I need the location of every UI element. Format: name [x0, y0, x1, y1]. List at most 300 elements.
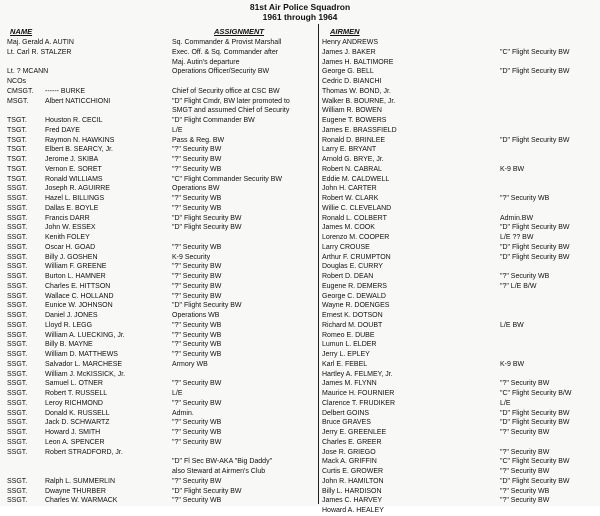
row-rank: SSGT.	[7, 185, 28, 193]
table-row	[322, 350, 598, 360]
row-name: Arnold G. BRYE, Jr.	[322, 156, 384, 163]
row-name: Lloyd R. LEGG	[45, 321, 93, 329]
row-name: Richard M. DOUBT	[322, 321, 383, 329]
row-assignment: "D" Flight Security BW	[500, 243, 570, 251]
table-row	[322, 175, 598, 185]
row-name: George G. BELL	[322, 68, 374, 76]
row-assignment: K-9 Security	[172, 253, 211, 261]
row-rank: TSGT.	[7, 126, 27, 134]
row-name: Raymon N. HAWKINS	[45, 136, 115, 144]
row-name: Charles E. HITTSON	[45, 282, 111, 290]
row-name: Kenith FOLEY	[45, 234, 90, 241]
row-name: Maurice H. FOURNIER	[322, 390, 395, 397]
row-name: ------ BURKE	[45, 87, 86, 95]
row-name: George C. DEWALD	[322, 292, 386, 300]
row-assignment: Armory WB	[172, 360, 208, 368]
row-assignment: "?" Security BW	[172, 146, 222, 154]
row-name: William D. MATTHEWS	[45, 351, 118, 358]
row-rank: SSGT.	[7, 302, 28, 310]
row-assignment: Pass & Reg. BW	[172, 136, 225, 144]
table-row	[322, 204, 598, 214]
row-assignment: "?" Security WB	[172, 341, 222, 349]
table-row	[322, 409, 598, 419]
table-row	[322, 184, 598, 194]
row-assignment: "C" Flight Security BW	[500, 48, 570, 56]
row-name: John R. HAMILTON	[322, 477, 384, 485]
table-row	[7, 301, 317, 311]
header-name: NAME	[10, 27, 33, 36]
row-name: Albert NATICCHIONI	[45, 97, 111, 105]
row-assignment: "D" Flight Commander BW	[172, 117, 255, 124]
row-name: Ronald D. BRINLEE	[322, 136, 386, 144]
row-assignment: "?" Security BW	[172, 380, 222, 388]
table-row	[322, 292, 598, 302]
row-name: James H. BALTIMORE	[322, 58, 394, 66]
table-row	[7, 253, 317, 263]
row-rank: CMSGT.	[7, 87, 34, 95]
row-assignment: L/E	[172, 126, 183, 134]
table-row	[322, 116, 598, 126]
row-assignment: Operations BW	[172, 185, 220, 193]
document-title: 81st Air Police Squadron	[249, 2, 351, 12]
row-name: Wallace C. HOLLAND	[45, 292, 114, 300]
row-name: Douglas E. CURRY	[322, 263, 383, 271]
row-name: Delbert GOINS	[322, 409, 370, 417]
table-row	[322, 145, 598, 155]
table-row	[7, 418, 317, 428]
row-rank: SSGT.	[7, 263, 28, 271]
row-rank: TSGT.	[7, 165, 27, 173]
row-assignment: "?" Security BW	[500, 380, 550, 388]
row-assignment: K-9 BW	[500, 360, 525, 368]
row-name: William F. GREENE	[45, 263, 107, 271]
table-row	[7, 350, 317, 360]
row-rank: SSGT.	[7, 224, 28, 232]
row-name: Henry ANDREWS	[322, 39, 379, 46]
row-rank: Maj. Gerald A. AUTIN	[7, 39, 74, 46]
row-name: Clarence T. FRUDIKER	[322, 399, 396, 407]
table-row	[7, 106, 317, 116]
row-rank: SSGT.	[7, 321, 28, 329]
row-assignment: "C" Flight Security BW	[500, 458, 570, 466]
row-assignment: "?" Security WB	[500, 273, 550, 280]
row-name: James E. BRASSFIELD	[322, 126, 397, 134]
table-row	[322, 418, 598, 428]
row-rank: SSGT.	[7, 195, 28, 202]
table-row	[322, 262, 598, 272]
table-row	[7, 389, 317, 399]
row-assignment: "D" Flight Security BW	[500, 68, 570, 76]
row-name: James M. COOK	[322, 224, 375, 232]
column-divider	[318, 24, 319, 504]
table-row	[322, 311, 598, 321]
row-name: Karl E. FEBEL	[322, 360, 368, 368]
row-rank: NCOs	[7, 78, 27, 85]
row-rank: SSGT.	[7, 253, 28, 261]
row-rank: TSGT.	[7, 117, 27, 124]
row-assignment: "?" Security WB	[500, 487, 550, 495]
table-row	[7, 97, 317, 107]
row-name: Leon A. SPENCER	[45, 438, 105, 446]
table-row	[322, 282, 598, 292]
row-assignment: Operations WB	[172, 312, 220, 319]
table-row	[7, 282, 317, 292]
row-name: Daniel J. JONES	[45, 312, 98, 319]
table-row	[7, 233, 317, 243]
row-rank: SSGT.	[7, 341, 28, 349]
row-name: Curtis E. GROWER	[322, 468, 384, 475]
row-assignment: K-9 BW	[500, 165, 525, 173]
row-name: Walker B. BOURNE, Jr.	[322, 97, 396, 105]
table-row	[322, 194, 598, 204]
table-row	[322, 223, 598, 233]
table-row	[7, 214, 317, 224]
header-airmen: AIRMEN	[330, 27, 360, 36]
table-row	[7, 321, 317, 331]
table-row	[7, 175, 317, 185]
row-rank: SSGT.	[7, 331, 28, 339]
row-name: Houston R. CECIL	[45, 117, 103, 124]
row-name: Hazel L. BILLINGS	[45, 195, 105, 202]
table-row	[7, 272, 317, 282]
row-rank: SSGT.	[7, 438, 28, 446]
table-row	[7, 292, 317, 302]
row-name: Mack A. GRIFFIN	[322, 458, 377, 466]
row-name: Ralph L. SUMMERLIN	[45, 477, 116, 485]
row-name: Ronald WILLIAMS	[45, 175, 103, 183]
row-name: Leroy RICHMOND	[45, 399, 103, 407]
row-name: Fred DAYE	[45, 126, 80, 134]
table-row	[7, 58, 317, 68]
row-assignment: "?" Security BW	[500, 497, 550, 505]
row-rank: MSGT.	[7, 97, 29, 105]
table-row	[7, 340, 317, 350]
row-rank: SSGT.	[7, 351, 28, 358]
table-row	[7, 194, 317, 204]
table-row	[322, 379, 598, 389]
row-rank: SSGT.	[7, 399, 28, 407]
table-row	[7, 48, 317, 58]
row-name: James J. BAKER	[322, 48, 376, 56]
table-row	[322, 106, 598, 116]
row-assignment: "?" Security BW	[500, 448, 550, 456]
row-name: Willie C. CLEVELAND	[322, 204, 392, 212]
table-row	[322, 428, 598, 438]
row-assignment: Sq. Commander & Provist Marshall	[172, 39, 282, 46]
row-assignment: "D" Fl Sec BW-AKA "Big Daddy"	[172, 458, 273, 466]
table-row	[7, 223, 317, 233]
table-row	[7, 467, 317, 477]
row-name: Robert D. DEAN	[322, 273, 374, 280]
table-row	[7, 262, 317, 272]
row-name: Eddie M. CALDWELL	[322, 175, 390, 183]
row-assignment: "D" Flight Security BW	[172, 224, 242, 232]
table-row	[322, 321, 598, 331]
row-rank: SSGT.	[7, 419, 28, 427]
row-rank: SSGT.	[7, 477, 28, 485]
row-name: Howard J. SMITH	[45, 429, 101, 436]
table-row	[7, 38, 317, 48]
table-row	[7, 126, 317, 136]
table-row	[322, 301, 598, 311]
table-row	[7, 184, 317, 194]
row-assignment: "?" Security WB	[172, 321, 222, 329]
row-rank: SSGT.	[7, 204, 28, 212]
table-row	[7, 496, 317, 506]
row-assignment: "?" Security WB	[172, 497, 222, 505]
row-name: Eugene T. BOWERS	[322, 117, 387, 124]
table-row	[322, 97, 598, 107]
row-assignment: "?" Security BW	[172, 438, 222, 446]
row-name: John W. ESSEX	[45, 224, 96, 232]
table-row	[322, 360, 598, 370]
row-name: Billy B. MAYNE	[45, 341, 93, 349]
airmen-list	[322, 38, 598, 516]
row-rank: Lt. Carl R. STALZER	[7, 48, 72, 56]
row-name: Jack D. SCHWARTZ	[45, 419, 110, 427]
row-assignment: "D" Flight Security BW	[172, 487, 242, 495]
table-row	[7, 87, 317, 97]
table-row	[322, 77, 598, 87]
table-row	[322, 38, 598, 48]
row-name: John H. CARTER	[322, 185, 377, 193]
row-name: Robert W. CLARK	[322, 195, 379, 202]
table-row	[7, 360, 317, 370]
row-name: Eugene R. DEMERS	[322, 282, 387, 290]
row-assignment: "?" Security BW	[172, 263, 222, 271]
table-row	[7, 428, 317, 438]
row-assignment: L/E BW	[500, 321, 524, 329]
row-name: Vernon E. SORET	[45, 165, 102, 173]
row-rank: SSGT.	[7, 282, 28, 290]
row-name: Larry CROUSE	[322, 243, 370, 251]
row-assignment: "C" Flight Security B/W	[500, 390, 572, 397]
table-row	[322, 457, 598, 467]
table-row	[7, 145, 317, 155]
row-assignment: "D" Flight Security BW	[500, 224, 570, 232]
row-assignment: "?" Security WB	[172, 419, 222, 427]
row-assignment: Maj. Autin's departure	[172, 58, 240, 66]
row-rank: SSGT.	[7, 243, 28, 251]
row-assignment: "?" Security BW	[172, 282, 222, 290]
row-rank: SSGT.	[7, 214, 28, 222]
row-assignment: "?" Security BW	[500, 468, 550, 475]
row-name: Jose R. GRIEGO	[322, 448, 376, 456]
row-assignment: "D" Flight Security BW	[172, 214, 242, 222]
row-assignment: SMGT and assumed Chief of Security	[172, 107, 290, 115]
row-assignment: "?" Security BW	[172, 273, 222, 280]
row-name: Francis DARR	[45, 214, 90, 222]
row-rank: TSGT.	[7, 146, 27, 154]
table-row	[7, 67, 317, 77]
row-name: Hartley A. FELMEY, Jr.	[322, 370, 393, 378]
row-rank: SSGT.	[7, 370, 28, 378]
row-name: Lorenzo M. COOPER	[322, 234, 390, 241]
row-rank: Lt. ? MCANN	[7, 68, 49, 76]
row-name: Oscar H. GOAD	[45, 243, 96, 251]
row-assignment: L/E	[500, 399, 511, 407]
row-assignment: "?" Security WB	[172, 331, 222, 339]
table-row	[7, 438, 317, 448]
table-row	[322, 506, 598, 516]
header-assignment: ASSIGNMENT	[214, 27, 265, 36]
row-name: Bruce GRAVES	[322, 419, 371, 427]
row-name: Charles W. WARMACK	[45, 497, 118, 505]
row-name: Thomas W. BOND, Jr.	[322, 87, 391, 95]
row-assignment: "D" Flight Cmdr, BW later promoted to	[172, 97, 290, 105]
row-name: Arthur F. CRUMPTON	[322, 253, 391, 261]
row-assignment: "?" L/E B/W	[500, 282, 537, 290]
row-rank: SSGT.	[7, 429, 28, 436]
table-row	[322, 389, 598, 399]
row-assignment: also Steward at Airmen's Club	[172, 468, 266, 475]
table-row	[322, 58, 598, 68]
row-name: Jerome J. SKIBA	[45, 156, 99, 163]
table-row	[7, 487, 317, 497]
table-row	[7, 409, 317, 419]
row-name: Dwayne THURBER	[45, 487, 106, 495]
row-name: Larry E. BRYANT	[322, 146, 377, 154]
row-name: Charles E. GREER	[322, 438, 382, 446]
row-assignment: "C" Flight Commander Security BW	[172, 175, 282, 183]
table-row	[7, 204, 317, 214]
row-name: Ronald L. COLBERT	[322, 214, 387, 222]
row-name: William A. LUECKING, Jr.	[45, 331, 125, 339]
table-row	[322, 448, 598, 458]
row-assignment: "?" Security BW	[172, 156, 222, 163]
table-row	[322, 340, 598, 350]
row-name: James M. FLYNN	[322, 380, 377, 388]
row-assignment: Admin.BW	[500, 214, 534, 222]
table-row	[7, 155, 317, 165]
table-row	[7, 370, 317, 380]
table-row	[7, 379, 317, 389]
table-row	[322, 272, 598, 282]
row-rank: SSGT.	[7, 390, 28, 397]
row-name: Howard A. HEALEY	[322, 507, 384, 514]
row-assignment: Operations Officer/Security BW	[172, 68, 270, 76]
row-name: James C. HARVEY	[322, 497, 383, 505]
table-row	[322, 155, 598, 165]
table-row	[322, 48, 598, 58]
row-assignment: "?" Security BW	[172, 477, 222, 485]
table-row	[7, 311, 317, 321]
row-assignment: Chief of Security office at CSC BW	[172, 87, 280, 95]
row-assignment: "?" Security WB	[172, 351, 222, 358]
table-row	[322, 477, 598, 487]
row-assignment: "D" Flight Security BW	[500, 419, 570, 427]
row-rank: SSGT.	[7, 234, 28, 241]
officers-ncos-list	[7, 38, 317, 506]
row-name: Eunice W. JOHNSON	[45, 302, 113, 310]
row-rank: SSGT.	[7, 380, 28, 388]
row-assignment: Admin.	[172, 409, 194, 417]
row-name: Romeo E. DUBE	[322, 331, 375, 339]
row-rank: TSGT.	[7, 175, 27, 183]
row-rank: TSGT.	[7, 156, 27, 163]
row-assignment: L/E ?? BW	[500, 234, 534, 241]
table-row	[7, 448, 317, 458]
row-name: Robert N. CABRAL	[322, 165, 382, 173]
row-assignment: "?" Security BW	[172, 399, 222, 407]
table-row	[7, 399, 317, 409]
row-assignment: "?" Security BW	[500, 429, 550, 436]
row-name: Joseph R. AGUIRRE	[45, 185, 110, 193]
row-name: Billy J. GOSHEN	[45, 253, 98, 261]
row-name: Wayne R. DOENGES	[322, 302, 390, 310]
row-rank: SSGT.	[7, 448, 28, 456]
row-name: Burton L. HAMNER	[45, 273, 106, 280]
row-name: Dallas E. BOYLE	[45, 204, 99, 212]
row-assignment: "?" Security WB	[172, 243, 222, 251]
row-name: Jerry E. GREENLEE	[322, 429, 387, 436]
table-row	[322, 233, 598, 243]
table-row	[322, 126, 598, 136]
table-row	[322, 399, 598, 409]
row-name: William J. McKISSICK, Jr.	[45, 370, 126, 378]
row-rank: SSGT.	[7, 312, 28, 319]
table-row	[7, 116, 317, 126]
row-assignment: "?" Security WB	[172, 165, 222, 173]
row-name: Ernest K. DOTSON	[322, 312, 383, 319]
table-row	[7, 243, 317, 253]
row-rank: SSGT.	[7, 292, 28, 300]
row-name: Cedric D. BIANCHI	[322, 78, 382, 85]
table-row	[322, 67, 598, 77]
row-name: Robert STRADFORD, Jr.	[45, 448, 123, 456]
row-rank: SSGT.	[7, 497, 28, 505]
row-name: Robert T. RUSSELL	[45, 390, 108, 397]
table-row	[7, 331, 317, 341]
document-subtitle: 1961 through 1964	[262, 12, 338, 22]
table-row	[322, 467, 598, 477]
row-assignment: "?" Security WB	[500, 195, 550, 202]
row-assignment: Exec. Off. & Sq. Commander after	[172, 48, 279, 56]
table-row	[322, 438, 598, 448]
table-row	[322, 214, 598, 224]
table-row	[322, 496, 598, 506]
row-name: Elbert B. SEARCY, Jr.	[45, 146, 113, 154]
row-assignment: "D" Flight Security BW	[172, 302, 242, 310]
table-row	[322, 165, 598, 175]
table-row	[7, 165, 317, 175]
row-name: Jerry L. EPLEY	[322, 351, 370, 358]
row-rank: SSGT.	[7, 487, 28, 495]
table-row	[322, 370, 598, 380]
table-row	[7, 477, 317, 487]
row-name: Donald K. RUSSELL	[45, 409, 110, 417]
row-assignment: "D" Flight Security BW	[500, 253, 570, 261]
row-assignment: "D" Flight Security BW	[500, 136, 570, 144]
table-row	[7, 77, 317, 87]
table-row	[322, 253, 598, 263]
table-row	[7, 457, 317, 467]
row-name: Samuel L. OTNER	[45, 380, 103, 388]
row-assignment: "D" Flight Security BW	[500, 477, 570, 485]
table-row	[322, 87, 598, 97]
row-rank: SSGT.	[7, 360, 28, 368]
row-name: Billy L. HARDISON	[322, 487, 382, 495]
table-row	[322, 331, 598, 341]
row-assignment: L/E	[172, 390, 183, 397]
row-assignment: "?" Security WB	[172, 429, 222, 436]
row-rank: SSGT.	[7, 409, 28, 417]
row-rank: SSGT.	[7, 273, 28, 280]
table-row	[322, 487, 598, 497]
row-name: Salvador L. MARCHESE	[45, 360, 123, 368]
table-row	[322, 136, 598, 146]
row-name: Lumun L. ELDER	[322, 341, 377, 349]
